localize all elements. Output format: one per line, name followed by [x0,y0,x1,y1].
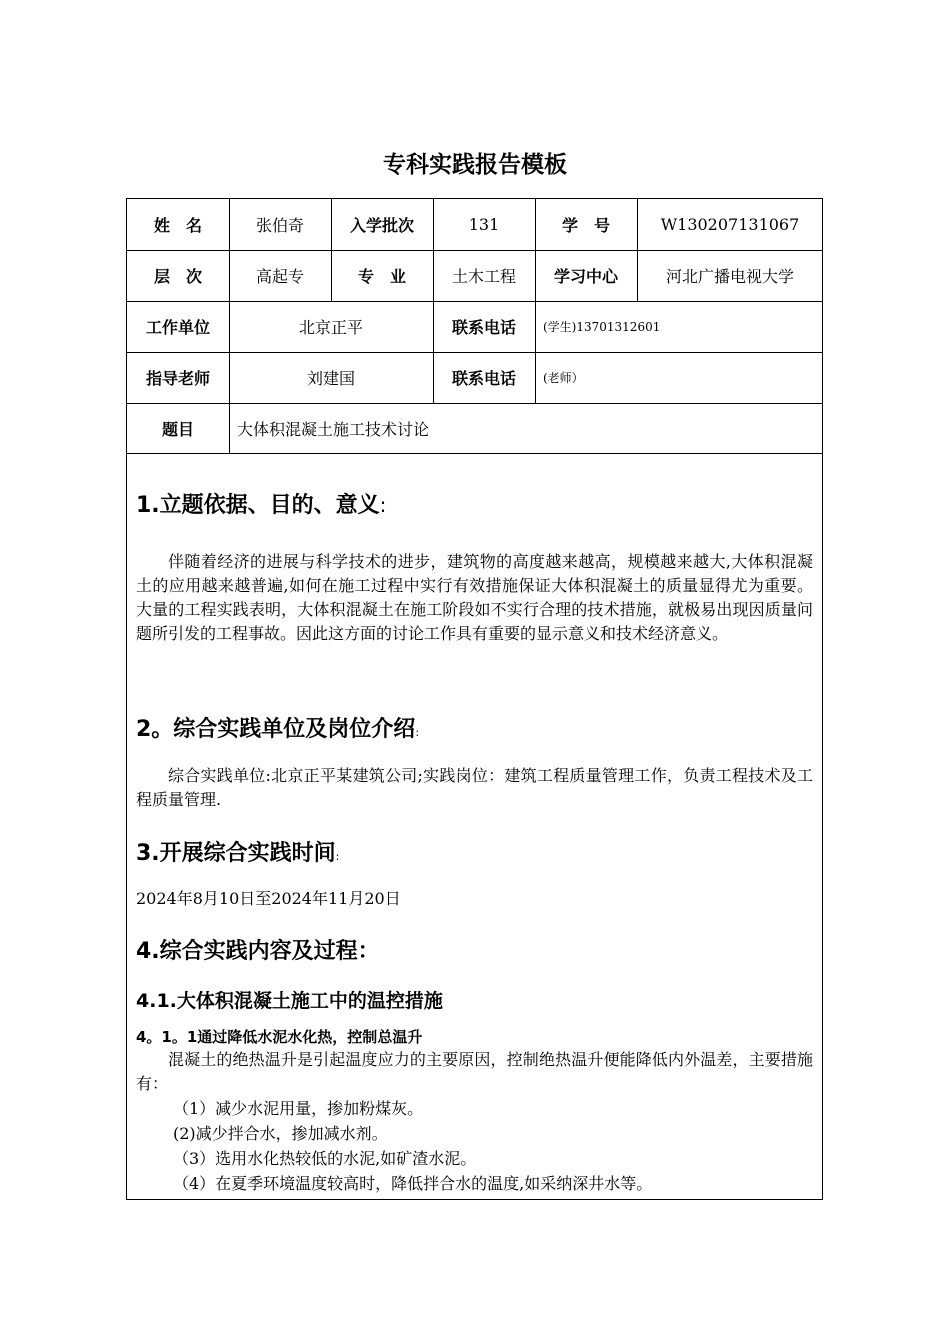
major-value: 土木工程 [451,267,516,286]
list-item: (2)减少拌合水，掺加减水剂。 [173,1124,388,1143]
document-title: 专科实践报告模板 [383,152,567,178]
name-value: 张伯奇 [255,216,304,235]
teacher-phone-value: (老师） [543,371,584,385]
student-phone-label: 联系电话 [451,318,516,337]
report-form [126,198,823,1200]
section-3-paragraph: 2024年8月10日至2024年11月20日 [136,889,401,908]
row-divider [127,453,822,454]
section-2-heading [136,712,419,743]
learning-center-value: 河北广播电视大学 [665,267,794,286]
list-item: （1）减少水泥用量，掺加粉煤灰。 [173,1099,424,1118]
section-4-1-1-paragraph: 混凝土的绝热温升是引起温度应力的主要原因，控制绝热温升便能降低内外温差，主要措施有： [136,1050,813,1093]
batch-label: 入学批次 [349,216,414,235]
section-1-heading [136,488,386,519]
section-1-paragraph: 伴随着经济的进展与科学技术的进步，建筑物的高度越来越高，规模越来越大,大体积混凝土的应用越来越普遍,如何在施工过程中实行有效措施保证大体积混凝土的质量显得尤为重要。大量的工程实践表明，大体积混凝土在施工阶段如不实行合理的技术措施，就极易出现因质量问题所引发的工程事故。因此这方面的讨论工作具有重要的显示意义和技术经济意义。 [136,552,813,643]
heading-colon: : [379,493,387,517]
section-4-1-heading: 4.1.大体积混凝土施工中的温控措施 [136,990,443,1012]
major-label: 专 业 [357,267,406,286]
heading-colon: : [335,850,340,863]
section-3-heading [136,836,339,867]
section-2-paragraph: 综合实践单位:北京正平某建筑公司;实践岗位：建筑工程质量管理工作，负责工程技术及工程质量管理. [136,766,813,809]
name-label: 姓 名 [153,216,202,235]
teacher-phone-label: 联系电话 [451,369,516,388]
topic-label: 题目 [161,419,194,439]
section-4-1-1-heading: 4。1。1通过降低水泥水化热，控制总温升 [136,1028,423,1046]
level-label: 层 次 [153,267,202,286]
heading-colon: : [415,726,420,739]
work-unit-value: 北京正平 [298,318,363,337]
list-item: （3）选用水化热较低的水泥,如矿渣水泥。 [173,1149,477,1168]
work-unit-label: 工作单位 [145,318,210,337]
advisor-value: 刘建国 [306,369,355,388]
topic-value: 大体积混凝土施工技术讨论 [237,419,430,439]
level-value: 高起专 [255,267,304,286]
learning-center-label: 学习中心 [553,267,618,286]
student-id-value: W130207131067 [660,215,800,234]
section-2-heading-text: 2。综合实践单位及岗位介绍 [136,717,416,742]
list-item: （4）在夏季环境温度较高时，降低拌合水的温度,如采纳深井水等。 [173,1174,653,1193]
advisor-label: 指导老师 [145,369,210,388]
student-phone-value: (学生)13701312601 [543,320,661,334]
section-3-heading-text: 3.开展综合实践时间 [136,841,336,866]
batch-value: 131 [468,215,500,234]
student-id-label: 学 号 [561,216,610,235]
section-1-heading-text: 1.立题依据、目的、意义 [136,493,380,518]
section-4-heading: 4.综合实践内容及过程： [136,939,380,964]
